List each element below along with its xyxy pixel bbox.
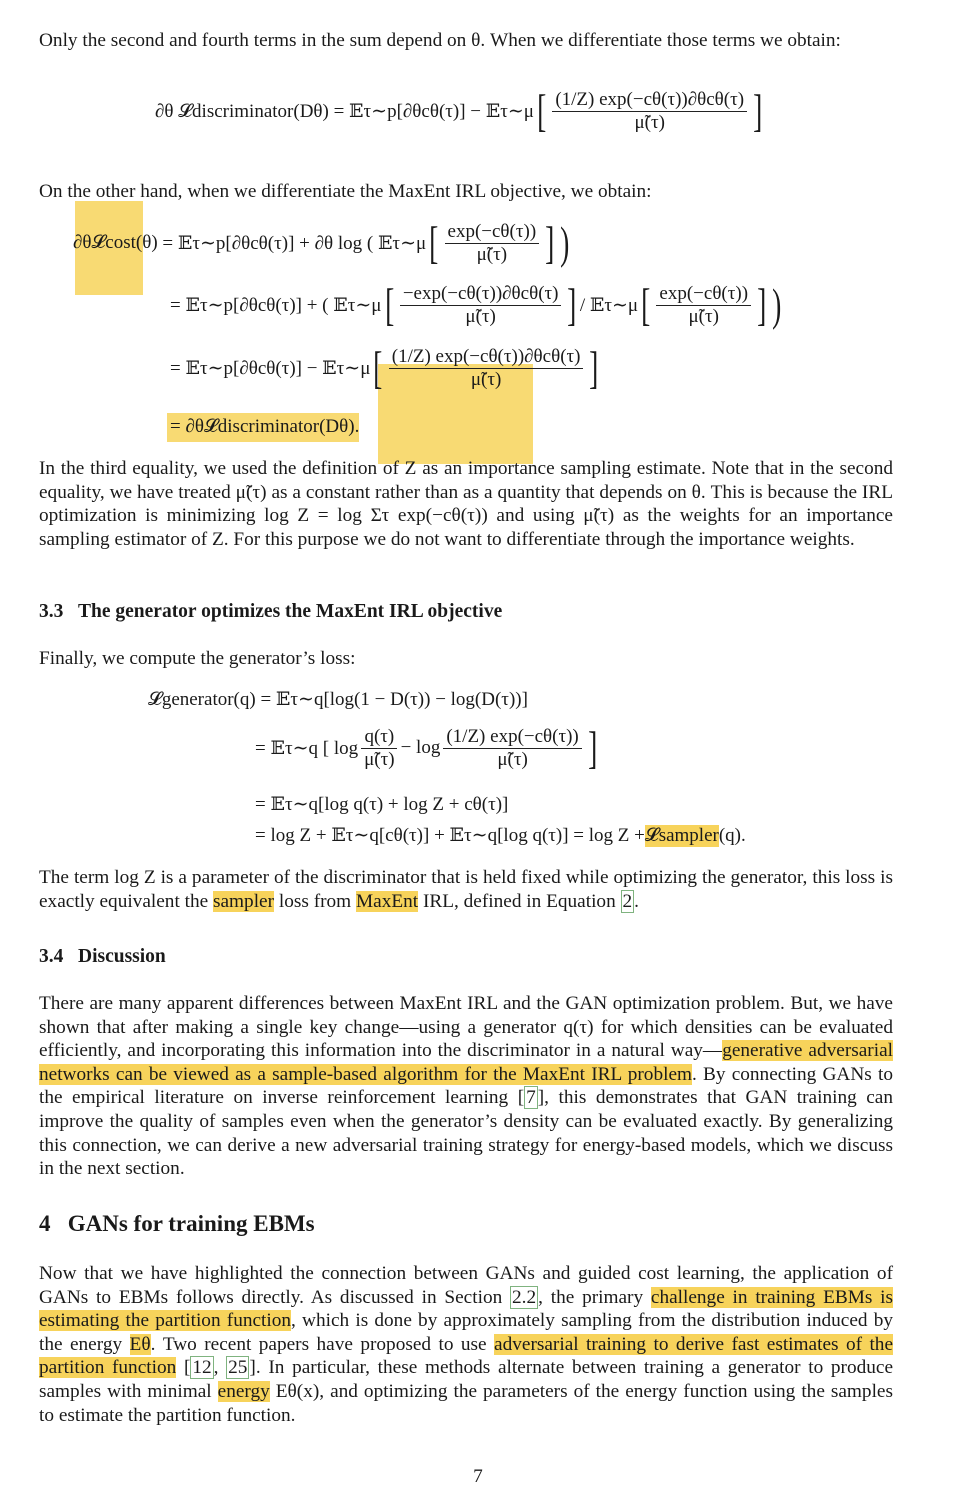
eq-divide: / 𝔼τ∼μ [579, 294, 639, 316]
text: . [634, 890, 639, 912]
eq-line-3: = 𝔼τ∼p[∂θcθ(τ)] − 𝔼τ∼μ [170, 357, 371, 379]
text: , which is done by approximately sampling from the distribution induced by the energy [39, 1310, 893, 1355]
finally-paragraph: Finally, we compute the generator’s loss: [39, 648, 356, 669]
other-hand-paragraph: On the other hand, when we differentiate the MaxEnt IRL objective, we obtain: [39, 181, 652, 202]
eq-minus-log: − log [400, 737, 441, 758]
text: , [213, 1357, 227, 1379]
text: . Two recent papers have proposed to use [150, 1333, 495, 1355]
highlight: Eθ [129, 1333, 151, 1355]
text: , the primary [538, 1286, 651, 1308]
eq-num: exp(−cθ(τ)) [656, 283, 751, 306]
eq-period: . [354, 416, 360, 437]
highlight: MaxEnt [356, 890, 419, 912]
term-paragraph [39, 866, 893, 913]
highlight: adversarial training to derive fast estimates of the partition function [39, 1333, 894, 1379]
text: IRL, defined in Equation [418, 890, 621, 912]
highlight: generative adversarial networks can be viewed as a sample-based algorithm for the MaxEnt IRL problem [39, 1040, 893, 1085]
highlight-sampler-loss: 𝓛sampler [644, 824, 719, 846]
page-number: 7 [473, 1466, 483, 1487]
highlight: energy [217, 1380, 270, 1402]
third-equality-paragraph: In the third equality, we used the definition of Z as an importance sampling estimate. Note that in the second equality, we have treated μ̃(τ) as a constant rather than as a quantity that depends on θ. This is because the IRL optimization is minimizing log Z = log Στ exp(−cθ(τ)) and using μ̃(τ) as the weights for an importance sampling estimator of Z. For this purpose we do not want to differentiate through the importance weights. [39, 458, 893, 550]
eq-num: (1/Z) exp(−cθ(τ))∂θcθ(τ) [552, 89, 747, 112]
section-3-3-heading [39, 601, 893, 623]
text: . By connecting GANs to the empirical literature on inverse reinforcement learning [ [39, 1063, 893, 1109]
section-number: 4 [39, 1211, 51, 1236]
text: There are many apparent differences between MaxEnt IRL and the GAN optimization problem. But, we have shown that after making a single key change—using a generator q(τ) for which densities can be evaluated efficiently, and incorporating this information into the discriminator in a natural way— [39, 993, 893, 1062]
highlight: challenge in training EBMs is estimating the partition function [39, 1286, 894, 1332]
eq-num: q(τ) [361, 726, 397, 749]
eq-line-4: = log Z + 𝔼τ∼q[cθ(τ)] + 𝔼τ∼q[log q(τ)] = log Z + [255, 825, 645, 846]
section-3-4-heading [39, 946, 893, 968]
highlight: sampler [213, 890, 275, 912]
ebm-paragraph [39, 1262, 893, 1427]
section-number: 3.3 [39, 601, 64, 622]
eq-line-2: = 𝔼τ∼q [ log [255, 737, 359, 759]
eq-num: exp(−cθ(τ)) [445, 221, 540, 244]
section-title: GANs for training EBMs [67, 1211, 315, 1236]
eq-num: −exp(−cθ(τ))∂θcθ(τ) [400, 283, 562, 306]
text: loss from [274, 890, 356, 912]
eq-den: μ̃(τ) [470, 368, 502, 390]
eq-den: μ̃(τ) [688, 305, 719, 327]
discussion-paragraph [39, 992, 893, 1181]
eq-den: μ̃(τ) [476, 243, 508, 265]
eq-den: μ̃(τ) [634, 111, 665, 133]
eq-end: (q). [718, 824, 746, 846]
section-4-heading [39, 1211, 893, 1237]
citation-link[interactable]: 7 [526, 1087, 536, 1109]
eq-line-2: = 𝔼τ∼p[∂θcθ(τ)] + ( 𝔼τ∼μ [170, 294, 382, 316]
eq-line-1: = 𝔼τ∼q[log(1 − D(τ)) − log(D(τ))] [260, 689, 528, 710]
text: Eθ(x), and optimizing the parameters of the energy function using the samples to estimate the partition function. [39, 1380, 893, 1426]
eq-num: (1/Z) exp(−cθ(τ))∂θcθ(τ) [389, 346, 584, 369]
equation-link[interactable]: 2 [622, 890, 633, 912]
paper-page: Only the second and fourth terms in the sum depend on θ. When we differentiate those terms we obtain: ∂θ 𝓛discriminator(Dθ) = 𝔼τ∼p[∂θcθ(τ)] − 𝔼τ∼μ [ $\frac{\text{(1/Z) exp(−cθ(τ))∂θcθ(τ)}}{\mũ(\tau)}$ ] On the other hand, when we differentiate the MaxEnt IRL objective, we obtain: ∂θ𝓛cost(θ) = 𝔼τ∼p[∂θcθ(τ)] + ∂θ log ( 𝔼τ∼μ [ $\frac{\exp(-c\theta(\tau))}{\mũ(\tau)}$ ] ) = 𝔼τ∼p[∂θcθ(τ)] + ( 𝔼τ∼μ [ $\frac{\text{−exp(−cθ(τ))∂θcθ(τ)}}{\mũ(\tau)}$ ] / 𝔼τ∼μ [ $\frac{\exp(-c\theta(\tau))}{\mũ(\tau)}$ ] ) = 𝔼τ∼p[∂θcθ(τ)] − 𝔼τ∼μ [ $\frac{\text{(1/Z) exp(−cθ(τ))∂θcθ(τ)}}{\mũ(\tau)}$ ] = ∂θ𝓛discriminator(Dθ) . In the third equality, we used the definition of Z as an importance sampling estimate. Note that in the second equality, we have treated μ̃(τ) as a constant rather than as a quantity that depends on θ. This is because the IRL optimization is minimizing log Z = log Στ exp(−cθ(τ)) and using μ̃(τ) as the weights for an importance sampling estimator of Z. For this purpose we do not want to differentiate through the importance weights. 3.3 The generator optimizes the MaxEnt IRL objective Finally, we compute the generator’s loss: 𝓛generator(q) = 𝔼τ∼q[log(1 − D(τ)) − log(D(τ))] = 𝔼τ∼q [ log $\frac{q(\tau)}{\mũ(\tau)}$ − log $\frac{(1/Z) \exp(-c\theta(\tau))}{\mũ(\tau)}$ ] = 𝔼τ∼q[log q(τ) + log Z + cθ(τ)] = log Z + 𝔼τ∼q[cθ(τ)] + 𝔼τ∼q[log q(τ)] = log Z + 𝓛sampler (q). The term log Z is a parameter of the discriminator that is held fixed while optimizing the generator, this loss is exactly equivalent the sampler loss from MaxEnt IRL, defined in Equation 2 . 3.4 Discussion There are many apparent differences between MaxEnt IRL and the GAN optimization problem. But, we have shown that after making a single key change—using a generator q(τ) for which densities can be evaluated efficiently, and incorporating this information into the discriminator in a natural way—generative adversarial networks can be viewed as a sample-based algorithm for the MaxEnt IRL problem. By connecting GANs to the empirical literature on inverse reinforcement learning [ 7 ], this demonstrates that GAN training can improve the quality of samples even when the generator’s density can be evaluated exactly. By generalizing this connection, we can derive a new adversarial training strategy for energy-based models, which we discuss in the next section. 4 GANs for training EBMs Now that we have highlighted the connection between GANs and guided cost learning, the application of GANs to EBMs follows directly. As discussed in Section 2.2 , the primary challenge in training EBMs is estimating the partition function, which is done by approximately sampling from the distribution induced by the energy Eθ. Two recent papers have proposed to use adversarial training to derive fast estimates of the partition function [ 12 , 25 ]. In particular, these methods alternate between training a generator to produce samples with minimal energy Eθ(x), and optimizing the parameters of the energy function using the samples to estimate the partition function. 7 [0, 0, 956, 1498]
eq-line-3: = 𝔼τ∼q[log q(τ) + log Z + cθ(τ)] [255, 794, 509, 815]
text: ]. In particular, these methods alternate between training a generator to produce samples with minimal [39, 1357, 894, 1402]
eq-lhs: ∂θ 𝓛discriminator(Dθ) = 𝔼τ∼p[∂θcθ(τ)] − 𝔼τ∼μ [155, 100, 534, 122]
eq-bracket: ] [587, 722, 598, 773]
citation-link[interactable]: 25 [228, 1357, 248, 1379]
eq-lhs: 𝓛generator(q) [148, 688, 256, 710]
section-title: Discussion [78, 946, 166, 967]
equation-discriminator-gradient: ∂θ 𝓛discriminator(Dθ) = 𝔼τ∼p[∂θcθ(τ)] − 𝔼τ∼μ [ $\frac{\text{(1/Z) exp(−cθ(τ))∂θcθ(τ)}}{\mũ(\tau)}$ ] [155, 85, 763, 136]
intro-paragraph: Only the second and fourth terms in the sum depend on θ. When we differentiate those terms we obtain: [39, 30, 841, 51]
section-link[interactable]: 2.2 [512, 1286, 537, 1308]
eq-line-4: = ∂θ𝓛discriminator(Dθ) [170, 416, 355, 437]
section-title: The generator optimizes the MaxEnt IRL objective [78, 601, 503, 622]
eq-num: (1/Z) exp(−cθ(τ)) [443, 726, 581, 749]
text: [ [176, 1357, 191, 1379]
section-number: 3.4 [39, 946, 64, 967]
eq-den: μ̃(τ) [465, 305, 496, 327]
eq-den: μ̃(τ) [364, 748, 395, 770]
text: Now that we have highlighted the connection between GANs and guided cost learning, the application of GANs to EBMs follows directly. As discussed in Section [39, 1263, 893, 1308]
text: The term log Z is a parameter of the discriminator that is held fixed while optimizing the generator, this loss is exactly equivalent the [39, 867, 893, 912]
eq-den: μ̃(τ) [497, 748, 528, 770]
citation-link[interactable]: 12 [192, 1357, 212, 1379]
text: ], this demonstrates that GAN training can improve the quality of samples even when the generator’s density can be evaluated exactly. By generalizing this connection, we can derive a new adversarial training strategy for energy-based models, which we discuss in the next section. [39, 1087, 894, 1180]
eq-lhs: ∂θ𝓛cost(θ) [73, 232, 158, 253]
eq-line-1: = 𝔼τ∼p[∂θcθ(τ)] + ∂θ log ( 𝔼τ∼μ [162, 232, 427, 254]
